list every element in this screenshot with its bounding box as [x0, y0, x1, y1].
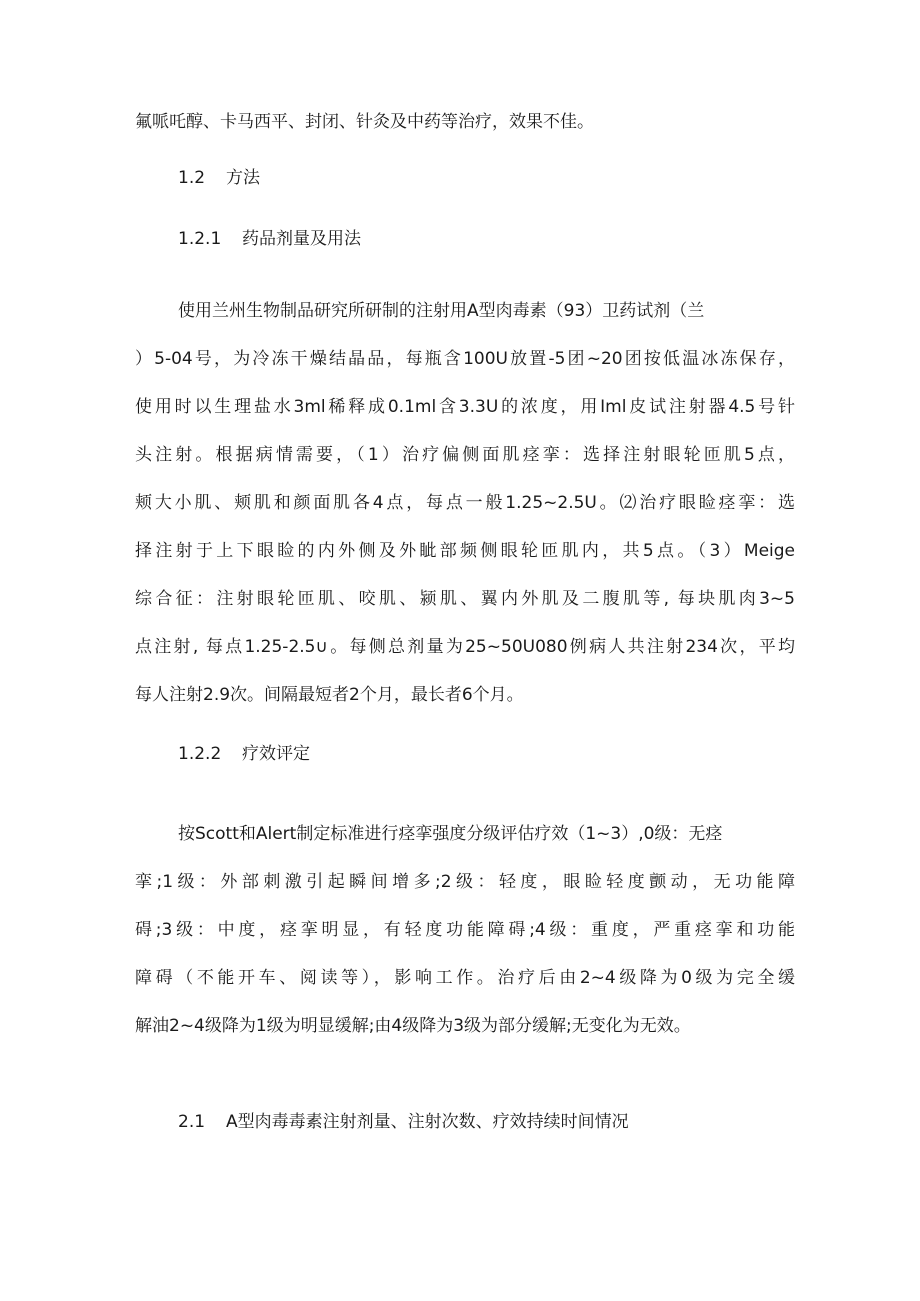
paragraph-line: 碍;3级：中度，痉挛明显，有轻度功能障碍;4级：重度，严重痉挛和功能 — [135, 920, 795, 940]
section-title: A型肉毒毒素注射剂量、注射次数、疗效持续时间情况 — [226, 1112, 629, 1132]
paragraph-line: 解油2~4级降为1级为明显缓解;由4级降为3级为部分缓解;无变化为无效。 — [135, 1016, 691, 1036]
section-title: 疗效评定 — [242, 744, 310, 764]
section-heading-2-1 — [178, 1110, 629, 1134]
paragraph-line: 使用兰州生物制品研究所研制的注射用A型肉毒素（93）卫药试剂（兰 — [178, 301, 705, 321]
section-title: 方法 — [226, 168, 260, 188]
section-number: 1.2.2 — [178, 744, 222, 764]
section-number: 1.2.1 — [178, 229, 222, 249]
paragraph-line: 头注射。根据病情需要，（1）治疗偏侧面肌痉挛：选择注射眼轮匝肌5点， — [135, 445, 795, 465]
section-heading-1-2 — [178, 166, 260, 190]
paragraph-line: 使用时以生理盐水3ml稀释成0.1ml含3.3U的浓度，用Iml皮试注射器4.5号针 — [135, 397, 795, 417]
continuation-line: 氟哌吒醇、卡马西平、封闭、针灸及中药等治疗，效果不佳。 — [135, 112, 594, 132]
paragraph-line: 按Scott和Alert制定标准进行痉挛强度分级评估疗效（1~3）,0级：无痉 — [178, 824, 723, 844]
section-number: 2.1 — [178, 1112, 206, 1132]
paragraph-line: 障碍（不能开车、阅读等），影响工作。治疗后由2~4级降为0级为完全缓 — [135, 968, 795, 988]
paragraph-line: 颊大小肌、颊肌和颜面肌各4点，每点一般1.25~2.5U。⑵治疗眼睑痉挛：选 — [135, 493, 795, 513]
section-heading-1-2-1 — [178, 227, 361, 251]
section-title: 药品剂量及用法 — [242, 229, 361, 249]
paragraph-line: ）5-04号，为冷冻干燥结晶品，每瓶含100U放置-5团~20团按低温冰冻保存， — [135, 349, 795, 369]
paragraph-line: 每人注射2.9次。间隔最短者2个月，最长者6个月。 — [135, 685, 524, 705]
paragraph-line: 挛;1级：外部刺激引起瞬间增多;2级：轻度，眼睑轻度颤动，无功能障 — [135, 872, 795, 892]
paragraph-line: 点注射, 每点1.25-2.5∪。每侧总剂量为25~50U080例病人共注射234次，平均 — [135, 637, 795, 657]
section-heading-1-2-2 — [178, 742, 310, 766]
paragraph-line: 综合征：注射眼轮匝肌、咬肌、颍肌、翼内外肌及二腹肌等, 每块肌肉3~5 — [135, 589, 795, 609]
paragraph-line: 择注射于上下眼睑的内外侧及外眦部频侧眼轮匝肌内，共5点。（3）Meige — [135, 541, 795, 561]
section-number: 1.2 — [178, 168, 206, 188]
